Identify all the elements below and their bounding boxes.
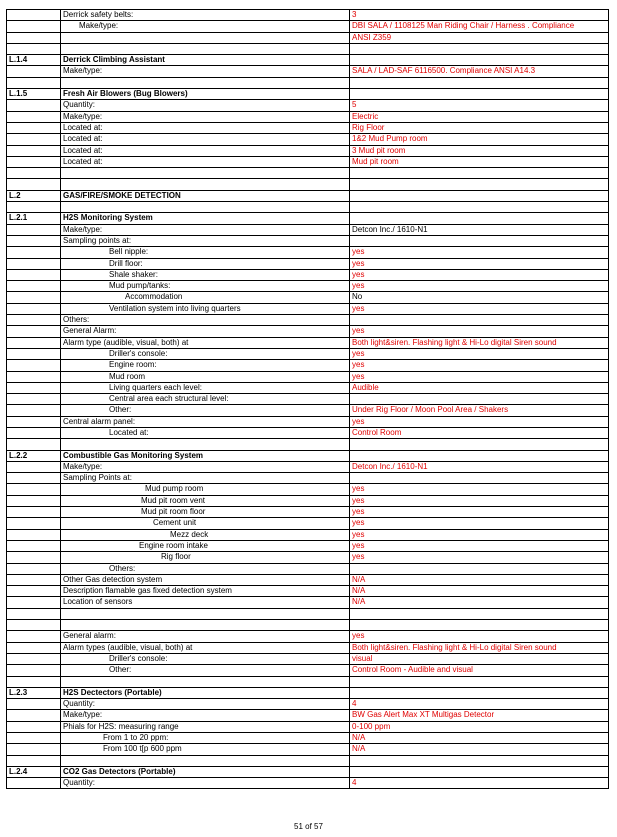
item-value: 4 <box>350 778 609 789</box>
table-row <box>7 416 609 427</box>
table-row <box>7 653 609 664</box>
item-label: Other: <box>61 405 350 416</box>
item-value <box>350 89 609 100</box>
table-row <box>7 484 609 495</box>
blank-row <box>7 168 609 179</box>
item-label: Quantity: <box>61 699 350 710</box>
table-row <box>7 665 609 676</box>
item-value: 5 <box>350 100 609 111</box>
item-label: Make/type: <box>61 111 350 122</box>
section-number <box>7 574 61 585</box>
item-value <box>350 687 609 698</box>
item-value: N/A <box>350 597 609 608</box>
item-value <box>350 235 609 246</box>
section-number <box>7 337 61 348</box>
item-value: yes <box>350 371 609 382</box>
item-label: Located at: <box>61 156 350 167</box>
item-label: Shale shaker: <box>61 269 350 280</box>
item-value: 3 Mud pit room <box>350 145 609 156</box>
empty-cell <box>61 676 350 687</box>
item-label: Make/type: <box>61 224 350 235</box>
item-value: Detcon Inc./ 1610-N1 <box>350 461 609 472</box>
section-number: L.1.4 <box>7 55 61 66</box>
item-value: N/A <box>350 574 609 585</box>
table-row <box>7 21 609 32</box>
table-row <box>7 315 609 326</box>
section-number <box>7 66 61 77</box>
item-value <box>350 190 609 201</box>
section-number <box>7 631 61 642</box>
item-label: Located at: <box>61 122 350 133</box>
table-row <box>7 337 609 348</box>
item-value: yes <box>350 518 609 529</box>
item-label: Driller's console: <box>61 348 350 359</box>
section-number <box>7 733 61 744</box>
table-row <box>7 247 609 258</box>
blank-row <box>7 755 609 766</box>
empty-cell <box>7 43 61 54</box>
item-label: Mud pump room <box>61 484 350 495</box>
table-row <box>7 574 609 585</box>
table-row <box>7 529 609 540</box>
item-value <box>350 55 609 66</box>
table-row <box>7 382 609 393</box>
table-row <box>7 642 609 653</box>
blank-row <box>7 43 609 54</box>
section-number <box>7 710 61 721</box>
section-number <box>7 235 61 246</box>
item-value: Mud pit room <box>350 156 609 167</box>
section-number <box>7 495 61 506</box>
section-number <box>7 586 61 597</box>
table-row <box>7 699 609 710</box>
item-value <box>350 450 609 461</box>
table-row <box>7 303 609 314</box>
item-label: Mud pump/tanks: <box>61 281 350 292</box>
table-row <box>7 371 609 382</box>
item-value: yes <box>350 552 609 563</box>
table-row <box>7 563 609 574</box>
item-value: yes <box>350 484 609 495</box>
item-label: Quantity: <box>61 778 350 789</box>
item-label: Derrick safety belts: <box>61 10 350 21</box>
item-value: yes <box>350 631 609 642</box>
section-number <box>7 258 61 269</box>
section-number <box>7 665 61 676</box>
item-label: Alarm types (audible, visual, both) at <box>61 642 350 653</box>
item-value: DBI SALA / 1108125 Man Riding Chair / Harness . Compliance <box>350 21 609 32</box>
empty-cell <box>61 620 350 631</box>
item-value: yes <box>350 281 609 292</box>
item-label: Accommodation <box>61 292 350 303</box>
section-number <box>7 405 61 416</box>
section-number <box>7 111 61 122</box>
section-number <box>7 653 61 664</box>
item-label: Sampling Points at: <box>61 473 350 484</box>
item-label: Make/type: <box>61 461 350 472</box>
item-value: N/A <box>350 733 609 744</box>
section-number <box>7 552 61 563</box>
empty-cell <box>61 168 350 179</box>
section-title: H2S Dectectors (Portable) <box>61 687 350 698</box>
item-label: Located at: <box>61 145 350 156</box>
item-label: Other Gas detection system <box>61 574 350 585</box>
item-label: Located at: <box>61 427 350 438</box>
item-label: Driller's console: <box>61 653 350 664</box>
item-value <box>350 766 609 777</box>
empty-cell <box>350 620 609 631</box>
section-number <box>7 518 61 529</box>
item-label: Quantity: <box>61 100 350 111</box>
table-row <box>7 744 609 755</box>
item-value: Control Room <box>350 427 609 438</box>
item-value: yes <box>350 416 609 427</box>
empty-cell <box>61 179 350 190</box>
section-number <box>7 461 61 472</box>
section-number <box>7 292 61 303</box>
empty-cell <box>350 202 609 213</box>
item-label: Others: <box>61 315 350 326</box>
section-number <box>7 473 61 484</box>
item-value: Both light&siren. Flashing light & Hi-Lo digital Siren sound <box>350 642 609 653</box>
empty-cell <box>7 179 61 190</box>
table-row <box>7 631 609 642</box>
section-title: H2S Monitoring System <box>61 213 350 224</box>
table-row <box>7 32 609 43</box>
section-title: Fresh Air Blowers (Bug Blowers) <box>61 89 350 100</box>
table-row <box>7 235 609 246</box>
item-value: N/A <box>350 586 609 597</box>
section-number <box>7 642 61 653</box>
empty-cell <box>350 77 609 88</box>
item-value: 0-100 ppm <box>350 721 609 732</box>
section-number <box>7 371 61 382</box>
table-row <box>7 10 609 21</box>
table-row <box>7 100 609 111</box>
item-value <box>350 315 609 326</box>
section-number <box>7 597 61 608</box>
blank-row <box>7 676 609 687</box>
table-row <box>7 507 609 518</box>
item-value: Under Rig Floor / Moon Pool Area / Shakers <box>350 405 609 416</box>
table-row <box>7 405 609 416</box>
section-header-row <box>7 55 609 66</box>
section-number <box>7 21 61 32</box>
empty-cell <box>7 202 61 213</box>
item-label: General alarm: <box>61 631 350 642</box>
item-label: Ventilation system into living quarters <box>61 303 350 314</box>
item-label <box>61 32 350 43</box>
item-value <box>350 394 609 405</box>
item-value: yes <box>350 529 609 540</box>
empty-cell <box>350 179 609 190</box>
table-row <box>7 134 609 145</box>
item-value: Both light&siren. Flashing light & Hi-Lo digital Siren sound <box>350 337 609 348</box>
item-value <box>350 563 609 574</box>
item-value: yes <box>350 348 609 359</box>
table-row <box>7 269 609 280</box>
section-number <box>7 507 61 518</box>
item-label: Rig floor <box>61 552 350 563</box>
item-label: Engine room intake <box>61 540 350 551</box>
table-row <box>7 710 609 721</box>
empty-cell <box>350 43 609 54</box>
item-label: From 100 t[p 600 ppm <box>61 744 350 755</box>
item-value: yes <box>350 303 609 314</box>
section-header-row <box>7 450 609 461</box>
section-number: L.2.2 <box>7 450 61 461</box>
section-number <box>7 360 61 371</box>
blank-row <box>7 179 609 190</box>
blank-row <box>7 608 609 619</box>
section-title: CO2 Gas Detectors (Portable) <box>61 766 350 777</box>
section-number <box>7 699 61 710</box>
item-value: Control Room - Audible and visual <box>350 665 609 676</box>
item-label: Others: <box>61 563 350 574</box>
item-value: 3 <box>350 10 609 21</box>
section-number <box>7 382 61 393</box>
table-row <box>7 111 609 122</box>
empty-cell <box>7 755 61 766</box>
empty-cell <box>7 620 61 631</box>
item-value: 1&2 Mud Pump room <box>350 134 609 145</box>
item-label: Phials for H2S: measuring range <box>61 721 350 732</box>
item-label: Make/type: <box>61 710 350 721</box>
section-number: L.1.5 <box>7 89 61 100</box>
item-label: Located at: <box>61 134 350 145</box>
item-label: Drill floor: <box>61 258 350 269</box>
section-number <box>7 427 61 438</box>
section-number <box>7 100 61 111</box>
section-number <box>7 32 61 43</box>
section-number <box>7 744 61 755</box>
section-title: GAS/FIRE/SMOKE DETECTION <box>61 190 350 201</box>
empty-cell <box>61 77 350 88</box>
item-value: SALA / LAD-SAF 6116500. Compliance ANSI A14.3 <box>350 66 609 77</box>
table-row <box>7 122 609 133</box>
table-row <box>7 348 609 359</box>
section-header-row <box>7 190 609 201</box>
item-label: Other: <box>61 665 350 676</box>
table-row <box>7 292 609 303</box>
item-label: Alarm type (audible, visual, both) at <box>61 337 350 348</box>
table-row <box>7 66 609 77</box>
section-header-row <box>7 213 609 224</box>
section-title: Combustible Gas Monitoring System <box>61 450 350 461</box>
item-value: Rig Floor <box>350 122 609 133</box>
empty-cell <box>7 77 61 88</box>
item-label: Make/type: <box>61 66 350 77</box>
table-row <box>7 552 609 563</box>
table-row <box>7 224 609 235</box>
item-value: Audible <box>350 382 609 393</box>
item-value: yes <box>350 507 609 518</box>
item-value: yes <box>350 258 609 269</box>
section-number <box>7 540 61 551</box>
section-number <box>7 563 61 574</box>
blank-row <box>7 77 609 88</box>
item-value <box>350 213 609 224</box>
item-value: BW Gas Alert Max XT Multigas Detector <box>350 710 609 721</box>
item-value: visual <box>350 653 609 664</box>
empty-cell <box>350 439 609 450</box>
equipment-spec-table <box>6 9 609 789</box>
item-label: Location of sensors <box>61 597 350 608</box>
empty-cell <box>350 608 609 619</box>
section-number <box>7 484 61 495</box>
section-header-row <box>7 766 609 777</box>
section-number <box>7 145 61 156</box>
item-value: yes <box>350 540 609 551</box>
section-number <box>7 269 61 280</box>
item-label: Sampling points at: <box>61 235 350 246</box>
item-label: Mezz deck <box>61 529 350 540</box>
item-value: yes <box>350 360 609 371</box>
table-row <box>7 540 609 551</box>
section-number <box>7 247 61 258</box>
empty-cell <box>61 755 350 766</box>
empty-cell <box>61 43 350 54</box>
item-label: Living quarters each level: <box>61 382 350 393</box>
item-label: General Alarm: <box>61 326 350 337</box>
table-row <box>7 733 609 744</box>
empty-cell <box>61 202 350 213</box>
item-value: yes <box>350 495 609 506</box>
item-label: Central alarm panel: <box>61 416 350 427</box>
item-label: Description flamable gas fixed detection system <box>61 586 350 597</box>
section-header-row <box>7 687 609 698</box>
item-value: yes <box>350 269 609 280</box>
item-value: 4 <box>350 699 609 710</box>
section-header-row <box>7 89 609 100</box>
table-row <box>7 258 609 269</box>
table-row <box>7 586 609 597</box>
section-number <box>7 778 61 789</box>
item-value: Electric <box>350 111 609 122</box>
item-value <box>350 473 609 484</box>
item-label: Mud pit room vent <box>61 495 350 506</box>
table-row <box>7 778 609 789</box>
blank-row <box>7 202 609 213</box>
section-number <box>7 156 61 167</box>
section-number <box>7 348 61 359</box>
empty-cell <box>350 168 609 179</box>
item-value: No <box>350 292 609 303</box>
item-label: Make/type: <box>61 21 350 32</box>
section-number <box>7 326 61 337</box>
blank-row <box>7 620 609 631</box>
section-number <box>7 303 61 314</box>
item-label: Central area each structural level: <box>61 394 350 405</box>
table-row <box>7 518 609 529</box>
table-row <box>7 394 609 405</box>
table-row <box>7 145 609 156</box>
blank-row <box>7 439 609 450</box>
item-label: Engine room: <box>61 360 350 371</box>
section-number <box>7 394 61 405</box>
table-body <box>7 10 609 789</box>
item-value: yes <box>350 326 609 337</box>
item-value: yes <box>350 247 609 258</box>
section-number: L.2.4 <box>7 766 61 777</box>
empty-cell <box>61 439 350 450</box>
section-title: Derrick Climbing Assistant <box>61 55 350 66</box>
section-number: L.2 <box>7 190 61 201</box>
empty-cell <box>350 755 609 766</box>
table-row <box>7 721 609 732</box>
section-number <box>7 10 61 21</box>
empty-cell <box>7 439 61 450</box>
item-value: N/A <box>350 744 609 755</box>
item-value: ANSI Z359 <box>350 32 609 43</box>
table-row <box>7 281 609 292</box>
item-label: Mud room <box>61 371 350 382</box>
table-row <box>7 326 609 337</box>
table-row <box>7 597 609 608</box>
empty-cell <box>350 676 609 687</box>
section-number <box>7 281 61 292</box>
table-row <box>7 156 609 167</box>
section-number: L.2.3 <box>7 687 61 698</box>
page-number: 51 of 57 <box>294 822 323 831</box>
empty-cell <box>61 608 350 619</box>
section-number <box>7 721 61 732</box>
section-number: L.2.1 <box>7 213 61 224</box>
item-label: From 1 to 20 ppm: <box>61 733 350 744</box>
section-number <box>7 529 61 540</box>
section-number <box>7 122 61 133</box>
section-number <box>7 416 61 427</box>
empty-cell <box>7 676 61 687</box>
section-number <box>7 224 61 235</box>
item-label: Mud pit room floor <box>61 507 350 518</box>
section-number <box>7 134 61 145</box>
item-value: Detcon Inc./ 1610-N1 <box>350 224 609 235</box>
empty-cell <box>7 608 61 619</box>
table-row <box>7 495 609 506</box>
table-row <box>7 473 609 484</box>
item-label: Cement unit <box>61 518 350 529</box>
item-label: Bell nipple: <box>61 247 350 258</box>
empty-cell <box>7 168 61 179</box>
section-number <box>7 315 61 326</box>
table-row <box>7 360 609 371</box>
table-row <box>7 461 609 472</box>
table-row <box>7 427 609 438</box>
